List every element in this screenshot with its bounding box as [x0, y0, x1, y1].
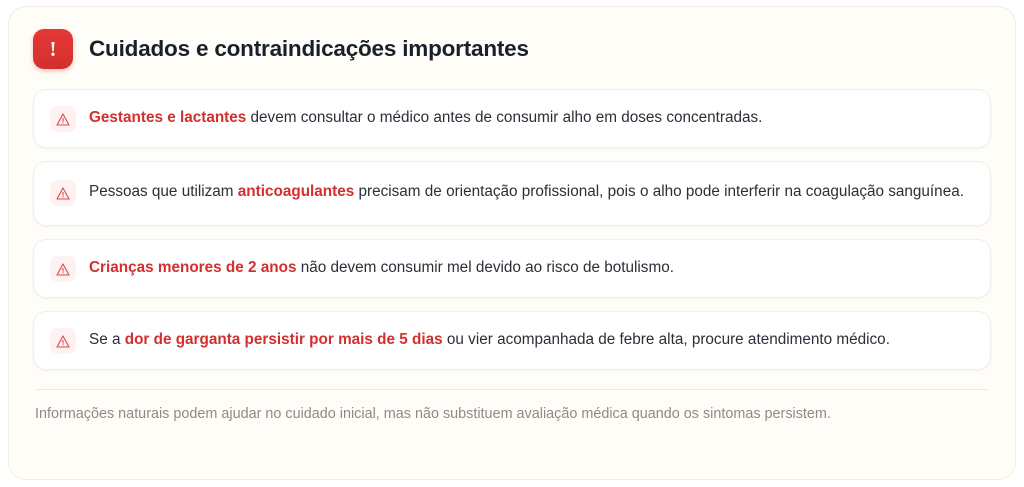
warning-card: [33, 239, 991, 298]
warning-text: [89, 327, 890, 353]
warning-text: [89, 179, 964, 205]
warning-text: [89, 105, 762, 131]
warning-highlight: anticoagulantes: [237, 183, 355, 200]
warning-lead: Se a: [89, 331, 125, 348]
warning-highlight: Crianças menores de 2 anos: [89, 259, 297, 276]
warning-triangle-icon: [50, 180, 76, 206]
warning-rest: precisam de orientação profissional, pois o alho pode interferir na coagulação sanguínea.: [354, 183, 964, 200]
exclamation-icon: [33, 29, 73, 69]
warning-card: [33, 89, 991, 148]
warning-highlight: Gestantes e lactantes: [89, 109, 247, 126]
exclamation-glyph: !: [49, 36, 57, 61]
divider: [35, 389, 989, 390]
warning-card: [33, 161, 991, 226]
page-title: Cuidados e contraindicações importantes: [89, 36, 529, 61]
warning-highlight: dor de garganta persistir por mais de 5 dias: [124, 331, 443, 348]
warning-triangle-icon: [50, 256, 76, 282]
warning-lead: Pessoas que utilizam: [89, 183, 238, 200]
panel-header: [33, 29, 991, 69]
warning-triangle-icon: [50, 328, 76, 354]
warning-rest: não devem consumir mel devido ao risco de botulismo.: [296, 259, 674, 276]
warning-rest: ou vier acompanhada de febre alta, procure atendimento médico.: [442, 331, 890, 348]
warning-text: [89, 255, 674, 281]
warning-card: [33, 311, 991, 370]
warning-triangle-icon: [50, 106, 76, 132]
warnings-panel: [8, 6, 1016, 480]
footer-note: Informações naturais podem ajudar no cuidado inicial, mas não substituem avaliação médica quando os sintomas persistem.: [35, 406, 831, 422]
warning-card-list: [33, 89, 991, 370]
warning-rest: devem consultar o médico antes de consumir alho em doses concentradas.: [246, 109, 763, 126]
